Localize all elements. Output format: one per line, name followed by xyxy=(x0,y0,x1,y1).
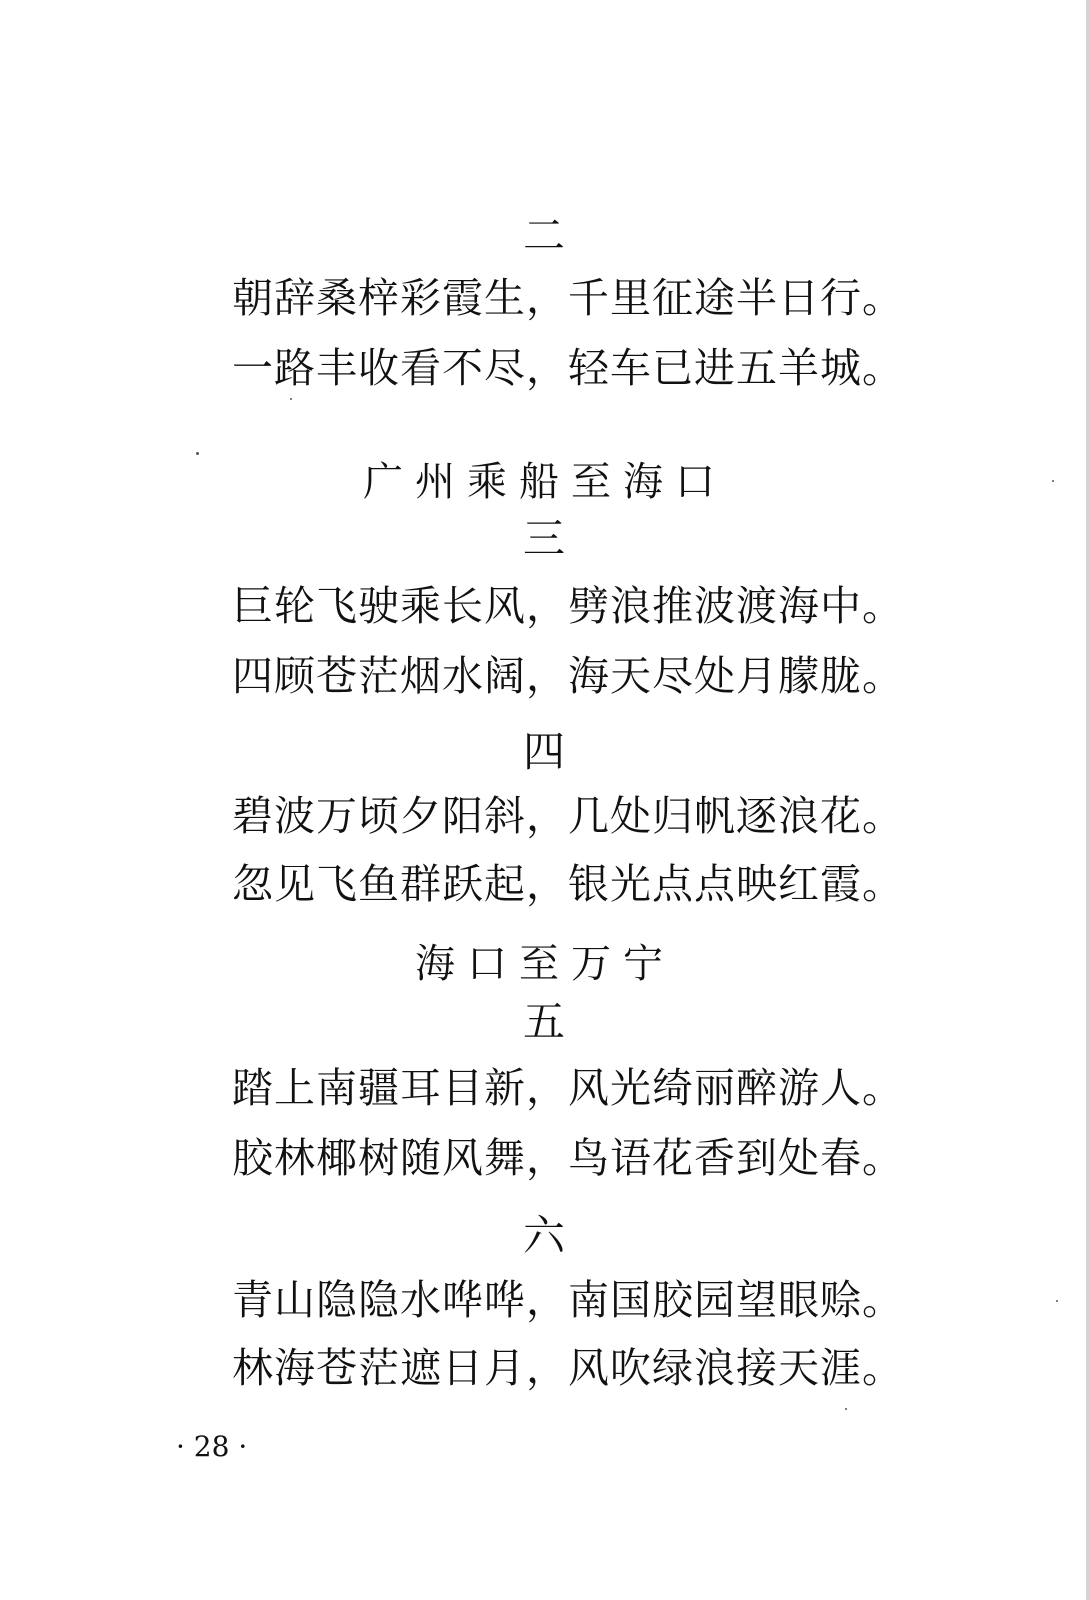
poem-line: 踏上南疆耳目新，风光绮丽醉游人。 xyxy=(232,1064,904,1112)
scan-speck xyxy=(1056,1300,1058,1302)
poem-line: 朝辞桑梓彩霞生，千里征途半日行。 xyxy=(232,274,904,322)
poem-line: 四顾苍茫烟水阔，海天尽处月朦胧。 xyxy=(232,652,904,700)
poem-line: 一路丰收看不尽，轻车已进五羊城。 xyxy=(232,344,904,392)
poem-line: 忽见飞鱼群跃起，银光点点映红霞。 xyxy=(232,860,904,908)
poem-line: 胶林椰树随风舞，鸟语花香到处春。 xyxy=(232,1134,904,1182)
poem-number-4: 四 xyxy=(522,727,567,776)
poem-line: 碧波万顷夕阳斜，几处归帆逐浪花。 xyxy=(232,792,904,840)
poem-line: 青山隐隐水哗哗，南国胶园望眼赊。 xyxy=(232,1276,904,1324)
poem-number-5: 五 xyxy=(522,997,567,1046)
poem-number-3: 三 xyxy=(522,514,567,563)
scan-speck xyxy=(845,1408,847,1410)
poem-number-6: 六 xyxy=(522,1211,567,1260)
poem-number-2: 二 xyxy=(522,211,567,260)
scan-speck xyxy=(196,452,199,455)
poem-line: 林海苍茫遮日月，风吹绿浪接天涯。 xyxy=(232,1344,904,1392)
poem-heading: 广州乘船至海口 xyxy=(363,459,727,505)
poem-heading: 海口至万宁 xyxy=(415,941,675,987)
poem-line: 巨轮飞驶乘长风，劈浪推波渡海中。 xyxy=(232,582,904,630)
scan-speck xyxy=(290,398,292,400)
page-number: · 28 · xyxy=(176,1430,248,1463)
